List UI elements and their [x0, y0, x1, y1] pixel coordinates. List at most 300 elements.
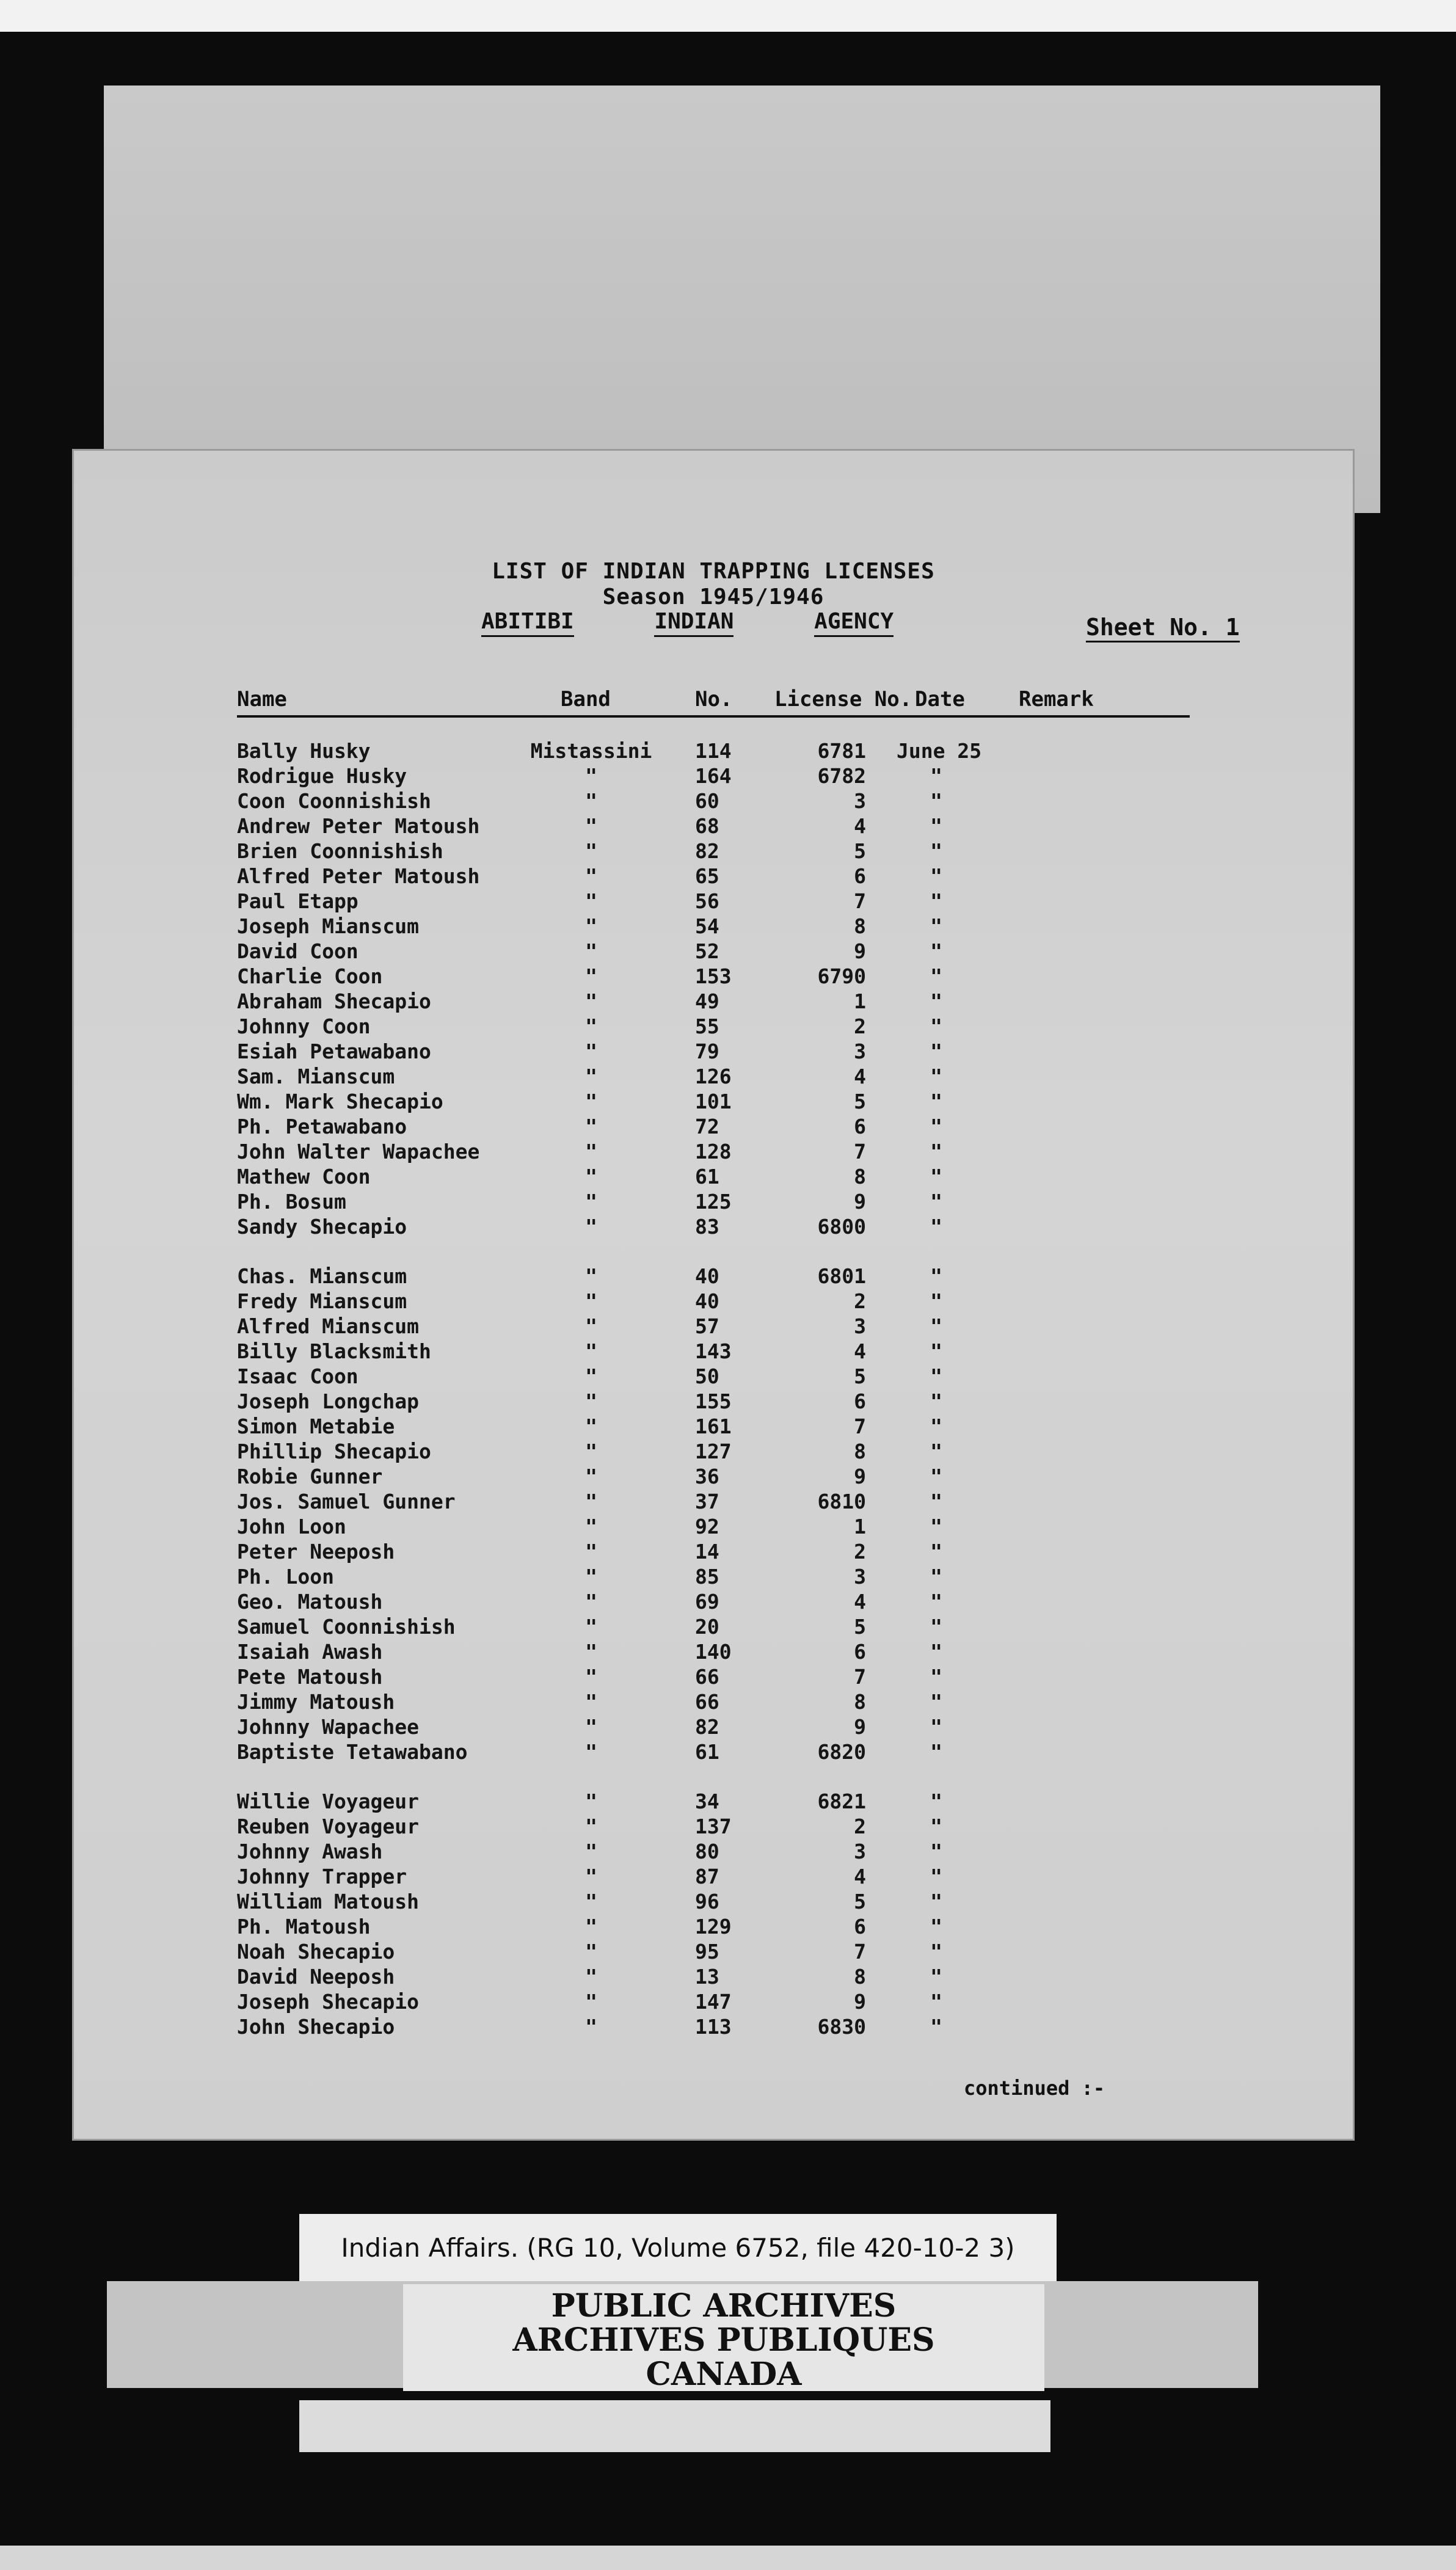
cell-name: Paul Etapp — [237, 889, 359, 913]
cell-date: " — [930, 1540, 942, 1563]
cell-band: " — [585, 1090, 597, 1113]
cell-band: " — [585, 1414, 597, 1438]
table-row — [237, 1339, 1190, 1364]
cell-no: 125 — [695, 1190, 732, 1214]
cell-no: 61 — [695, 1165, 719, 1189]
cell-license: 8 — [854, 1440, 866, 1463]
cell-no: 101 — [695, 1090, 732, 1113]
cell-no: 40 — [695, 1289, 719, 1313]
table-row — [237, 1515, 1190, 1540]
header-license: License No. — [774, 687, 912, 712]
cell-band: " — [585, 2015, 597, 2039]
cell-license: 1 — [854, 989, 866, 1013]
cell-no: 52 — [695, 939, 719, 963]
cell-band: Mistassini — [530, 739, 652, 763]
cell-date: " — [930, 1165, 942, 1189]
cell-license: 7 — [854, 889, 866, 913]
table-row — [237, 1014, 1190, 1039]
stamp-line-1: PUBLIC ARCHIVES — [551, 2287, 897, 2324]
cell-band: " — [585, 914, 597, 938]
cell-name: Pete Matoush — [237, 1665, 383, 1689]
cell-band: " — [585, 1740, 597, 1764]
cell-no: 114 — [695, 739, 732, 763]
cell-license: 5 — [854, 839, 866, 863]
cell-name: Peter Neeposh — [237, 1540, 395, 1563]
cell-name: Ph. Matoush — [237, 1915, 371, 1938]
cell-no: 96 — [695, 1890, 719, 1913]
cell-name: David Neeposh — [237, 1965, 395, 1989]
cell-band: " — [585, 1565, 597, 1589]
cell-name: Mathew Coon — [237, 1165, 371, 1189]
cell-date: " — [930, 814, 942, 838]
cell-name: Rodrigue Husky — [237, 764, 407, 788]
cell-license: 9 — [854, 1715, 866, 1739]
cell-band: " — [585, 989, 597, 1013]
table-row — [237, 1440, 1190, 1465]
archive-reference-label: Indian Affairs. (RG 10, Volume 6752, file 420-10-2 3) — [299, 2214, 1057, 2281]
cell-no: 14 — [695, 1540, 719, 1563]
cell-no: 66 — [695, 1690, 719, 1714]
cell-no: 127 — [695, 1440, 732, 1463]
cell-no: 37 — [695, 1490, 719, 1513]
table-row — [237, 1915, 1190, 1940]
cell-no: 113 — [695, 2015, 732, 2039]
cell-date: " — [930, 1364, 942, 1388]
cell-license: 4 — [854, 1590, 866, 1614]
table-row — [237, 1465, 1190, 1490]
cell-band: " — [585, 1965, 597, 1989]
cell-license: 6810 — [817, 1490, 866, 1513]
table-row — [237, 1490, 1190, 1515]
header-name: Name — [237, 687, 287, 712]
cell-date: " — [930, 789, 942, 813]
cell-no: 72 — [695, 1115, 719, 1138]
cell-license: 8 — [854, 914, 866, 938]
table-row — [237, 1740, 1190, 1765]
table-row — [237, 1615, 1190, 1640]
cell-date: " — [930, 1339, 942, 1363]
cell-date: " — [930, 1665, 942, 1689]
cell-band: " — [585, 1990, 597, 2014]
cell-no: 79 — [695, 1039, 719, 1063]
cell-date: " — [930, 1039, 942, 1063]
cell-no: 69 — [695, 1590, 719, 1614]
cell-date: " — [930, 914, 942, 938]
cell-date: " — [930, 864, 942, 888]
cell-license: 6 — [854, 1640, 866, 1664]
cell-band: " — [585, 1940, 597, 1964]
cell-no: 126 — [695, 1065, 732, 1088]
cell-date: " — [930, 1465, 942, 1488]
cell-name: Andrew Peter Matoush — [237, 814, 480, 838]
cell-license: 8 — [854, 1690, 866, 1714]
table-row — [237, 1115, 1190, 1140]
cell-name: Coon Coonnishish — [237, 789, 431, 813]
cell-name: Johnny Coon — [237, 1014, 371, 1038]
table-row — [237, 1789, 1190, 1815]
cell-no: 60 — [695, 789, 719, 813]
cell-date: " — [930, 1215, 942, 1239]
table-row — [237, 1289, 1190, 1314]
header-date: Date — [915, 687, 965, 712]
cell-date: " — [930, 764, 942, 788]
cell-no: 85 — [695, 1565, 719, 1589]
cell-name: John Walter Wapachee — [237, 1140, 480, 1163]
cell-name: Robie Gunner — [237, 1465, 383, 1488]
table-row — [237, 1965, 1190, 1990]
cell-name: Joseph Mianscum — [237, 914, 420, 938]
cell-license: 7 — [854, 1414, 866, 1438]
cell-name: Johnny Wapachee — [237, 1715, 420, 1739]
table-row — [237, 1590, 1190, 1615]
table-row — [237, 1364, 1190, 1389]
cell-band: " — [585, 1314, 597, 1338]
cell-name: Samuel Coonnishish — [237, 1615, 456, 1639]
cell-name: Isaiah Awash — [237, 1640, 383, 1664]
cell-date: " — [930, 964, 942, 988]
cell-band: " — [585, 1165, 597, 1189]
header-band: Band — [561, 687, 611, 712]
cell-date: " — [930, 1490, 942, 1513]
cell-name: Sandy Shecapio — [237, 1215, 407, 1239]
cell-band: " — [585, 1865, 597, 1888]
cell-band: " — [585, 789, 597, 813]
archive-lower-strip — [299, 2400, 1050, 2452]
cell-band: " — [585, 1915, 597, 1938]
table-row — [237, 1389, 1190, 1414]
cell-band: " — [585, 889, 597, 913]
agency-word-3: AGENCY — [814, 609, 894, 637]
cell-band: " — [585, 1289, 597, 1313]
cell-date: " — [930, 1615, 942, 1639]
cell-band: " — [585, 864, 597, 888]
cell-name: Johnny Awash — [237, 1840, 383, 1863]
cell-band: " — [585, 1014, 597, 1038]
table-row — [237, 739, 1190, 764]
cell-date: " — [930, 1264, 942, 1288]
cell-name: Charlie Coon — [237, 964, 383, 988]
cell-name: Ph. Petawabano — [237, 1115, 407, 1138]
agency-word-1: ABITIBI — [481, 609, 574, 637]
cell-license: 1 — [854, 1515, 866, 1538]
cell-date: " — [930, 1690, 942, 1714]
cell-date: " — [930, 2015, 942, 2039]
cell-date: " — [930, 1140, 942, 1163]
cell-license: 2 — [854, 1289, 866, 1313]
cell-name: Geo. Matoush — [237, 1590, 383, 1614]
agency-word-2: INDIAN — [654, 609, 733, 637]
cell-no: 68 — [695, 814, 719, 838]
cell-name: Bally Husky — [237, 739, 371, 763]
table-row — [237, 814, 1190, 839]
cell-no: 50 — [695, 1364, 719, 1388]
cell-no: 143 — [695, 1339, 732, 1363]
cell-license: 6800 — [817, 1215, 866, 1239]
cell-license: 6820 — [817, 1740, 866, 1764]
cell-band: " — [585, 1590, 597, 1614]
cell-no: 137 — [695, 1815, 732, 1838]
cell-name: Joseph Shecapio — [237, 1990, 420, 2014]
table-row — [237, 1565, 1190, 1590]
stamp-line-3: CANADA — [646, 2356, 802, 2393]
document-title: LIST OF INDIAN TRAPPING LICENSES — [492, 559, 935, 584]
cell-date: " — [930, 1990, 942, 2014]
cell-date: " — [930, 1715, 942, 1739]
cell-license: 3 — [854, 1314, 866, 1338]
cell-date: " — [930, 1940, 942, 1964]
cell-no: 65 — [695, 864, 719, 888]
cell-name: Wm. Mark Shecapio — [237, 1090, 443, 1113]
table-row — [237, 789, 1190, 814]
film-bottom-edge — [0, 2546, 1456, 2570]
table-row — [237, 1215, 1190, 1240]
table-row — [237, 1840, 1190, 1865]
cell-date: " — [930, 1190, 942, 1214]
cell-name: Esiah Petawabano — [237, 1039, 431, 1063]
cell-no: 49 — [695, 989, 719, 1013]
table-row — [237, 1990, 1190, 2015]
table-row — [237, 1690, 1190, 1715]
cell-band: " — [585, 1039, 597, 1063]
cell-band: " — [585, 1465, 597, 1488]
cell-no: 128 — [695, 1140, 732, 1163]
cell-no: 80 — [695, 1840, 719, 1863]
cell-band: " — [585, 839, 597, 863]
cell-license: 6 — [854, 864, 866, 888]
table-row — [237, 1815, 1190, 1840]
sheet-number: Sheet No. 1 — [1086, 614, 1240, 642]
cell-license: 6821 — [817, 1789, 866, 1813]
cell-license: 2 — [854, 1815, 866, 1838]
cell-no: 95 — [695, 1940, 719, 1964]
table-row — [237, 1065, 1190, 1090]
document-season: Season 1945/1946 — [602, 584, 824, 610]
cell-date: " — [930, 1590, 942, 1614]
cell-name: Phillip Shecapio — [237, 1440, 431, 1463]
table-row — [237, 1190, 1190, 1215]
cell-name: Alfred Mianscum — [237, 1314, 420, 1338]
table-row — [237, 2015, 1190, 2040]
table-row — [237, 1414, 1190, 1440]
table-row — [237, 914, 1190, 939]
cell-name: Noah Shecapio — [237, 1940, 395, 1964]
cell-no: 147 — [695, 1990, 732, 2014]
cell-band: " — [585, 1364, 597, 1388]
cell-license: 9 — [854, 1990, 866, 2014]
cell-date: " — [930, 1815, 942, 1838]
cell-license: 6830 — [817, 2015, 866, 2039]
cell-license: 3 — [854, 789, 866, 813]
cell-license: 9 — [854, 939, 866, 963]
cell-name: Alfred Peter Matoush — [237, 864, 480, 888]
cell-license: 3 — [854, 1840, 866, 1863]
document-page — [72, 449, 1355, 2141]
cell-band: " — [585, 1815, 597, 1838]
cell-name: Fredy Mianscum — [237, 1289, 407, 1313]
cell-no: 82 — [695, 1715, 719, 1739]
cell-license: 7 — [854, 1665, 866, 1689]
cell-no: 129 — [695, 1915, 732, 1938]
cell-date: " — [930, 1865, 942, 1888]
stamp-line-2: ARCHIVES PUBLIQUES — [512, 2321, 935, 2359]
cell-band: " — [585, 764, 597, 788]
cell-date: " — [930, 1289, 942, 1313]
cell-no: 13 — [695, 1965, 719, 1989]
cell-date: " — [930, 1090, 942, 1113]
table-row — [237, 1165, 1190, 1190]
table-row — [237, 1540, 1190, 1565]
cell-name: John Shecapio — [237, 2015, 395, 2039]
continued-note: continued :- — [964, 2077, 1105, 2100]
cell-license: 9 — [854, 1465, 866, 1488]
cell-name: Abraham Shecapio — [237, 989, 431, 1013]
cell-band: " — [585, 1665, 597, 1689]
cell-date: " — [930, 1740, 942, 1764]
cell-name: Simon Metabie — [237, 1414, 395, 1438]
cell-license: 6 — [854, 1389, 866, 1413]
cell-band: " — [585, 1065, 597, 1088]
cell-license: 8 — [854, 1965, 866, 1989]
cell-band: " — [585, 1389, 597, 1413]
cell-license: 9 — [854, 1190, 866, 1214]
table-row — [237, 964, 1190, 989]
cell-date: " — [930, 1565, 942, 1589]
cell-name: Ph. Loon — [237, 1565, 334, 1589]
cell-band: " — [585, 1715, 597, 1739]
cell-no: 83 — [695, 1215, 719, 1239]
cell-license: 4 — [854, 1339, 866, 1363]
cell-no: 20 — [695, 1615, 719, 1639]
cell-license: 6782 — [817, 764, 866, 788]
film-top-edge — [0, 0, 1456, 32]
license-table-body — [237, 739, 1190, 2040]
cell-name: Ph. Bosum — [237, 1190, 346, 1214]
cell-license: 5 — [854, 1364, 866, 1388]
header-no: No. — [695, 687, 733, 712]
cell-band: " — [585, 1840, 597, 1863]
cell-no: 82 — [695, 839, 719, 863]
cell-band: " — [585, 1890, 597, 1913]
cell-date: " — [930, 839, 942, 863]
table-row — [237, 1665, 1190, 1690]
cell-no: 153 — [695, 964, 732, 988]
cell-license: 7 — [854, 1140, 866, 1163]
cell-name: Sam. Mianscum — [237, 1065, 395, 1088]
cell-band: " — [585, 939, 597, 963]
cell-name: John Loon — [237, 1515, 346, 1538]
table-row — [237, 1039, 1190, 1065]
cell-name: Jimmy Matoush — [237, 1690, 395, 1714]
cell-band: " — [585, 1440, 597, 1463]
cell-band: " — [585, 1640, 597, 1664]
cell-date: " — [930, 1840, 942, 1863]
cell-name: Billy Blacksmith — [237, 1339, 431, 1363]
table-row — [237, 889, 1190, 914]
cell-license: 3 — [854, 1039, 866, 1063]
cell-date: " — [930, 1640, 942, 1664]
cell-band: " — [585, 1339, 597, 1363]
cell-license: 8 — [854, 1165, 866, 1189]
cell-license: 2 — [854, 1540, 866, 1563]
cell-name: Brien Coonnishish — [237, 839, 443, 863]
cell-name: Willie Voyageur — [237, 1789, 420, 1813]
agency-line — [481, 609, 894, 637]
cell-no: 164 — [695, 764, 732, 788]
cell-license: 6801 — [817, 1264, 866, 1288]
cell-no: 66 — [695, 1665, 719, 1689]
cell-band: " — [585, 1490, 597, 1513]
cell-date: " — [930, 1014, 942, 1038]
cell-no: 55 — [695, 1014, 719, 1038]
cell-band: " — [585, 1615, 597, 1639]
cell-date: " — [930, 1965, 942, 1989]
cell-band: " — [585, 1515, 597, 1538]
cell-license: 6 — [854, 1915, 866, 1938]
table-row — [237, 1940, 1190, 1965]
cell-date: " — [930, 1065, 942, 1088]
cell-name: Isaac Coon — [237, 1364, 359, 1388]
cell-no: 34 — [695, 1789, 719, 1813]
cell-license: 6790 — [817, 964, 866, 988]
cell-no: 56 — [695, 889, 719, 913]
cell-license: 6781 — [817, 739, 866, 763]
cell-license: 4 — [854, 1065, 866, 1088]
cell-no: 36 — [695, 1465, 719, 1488]
cell-date: " — [930, 1515, 942, 1538]
cell-date: " — [930, 1890, 942, 1913]
cell-name: Chas. Mianscum — [237, 1264, 407, 1288]
cell-date: " — [930, 1789, 942, 1813]
cell-no: 87 — [695, 1865, 719, 1888]
cell-license: 5 — [854, 1890, 866, 1913]
cell-name: Reuben Voyageur — [237, 1815, 420, 1838]
cell-no: 155 — [695, 1389, 732, 1413]
cell-license: 5 — [854, 1615, 866, 1639]
table-row — [237, 1640, 1190, 1665]
cell-license: 4 — [854, 1865, 866, 1888]
cell-band: " — [585, 1690, 597, 1714]
cell-name: David Coon — [237, 939, 359, 963]
table-row — [237, 764, 1190, 789]
cell-name: Joseph Longchap — [237, 1389, 420, 1413]
cell-license: 5 — [854, 1090, 866, 1113]
cell-band: " — [585, 1264, 597, 1288]
table-row — [237, 989, 1190, 1014]
cell-name: William Matoush — [237, 1890, 420, 1913]
cell-no: 161 — [695, 1414, 732, 1438]
cell-no: 54 — [695, 914, 719, 938]
cell-license: 7 — [854, 1940, 866, 1964]
cell-band: " — [585, 1789, 597, 1813]
cell-license: 3 — [854, 1565, 866, 1589]
cell-band: " — [585, 1215, 597, 1239]
cell-name: Baptiste Tetawabano — [237, 1740, 468, 1764]
table-row — [237, 1715, 1190, 1740]
cell-date: " — [930, 1440, 942, 1463]
cell-no: 92 — [695, 1515, 719, 1538]
table-row — [237, 864, 1190, 889]
cell-band: " — [585, 1115, 597, 1138]
cell-band: " — [585, 1540, 597, 1563]
cell-license: 2 — [854, 1014, 866, 1038]
table-row — [237, 1140, 1190, 1165]
cell-band: " — [585, 964, 597, 988]
table-row — [237, 839, 1190, 864]
cell-band: " — [585, 1140, 597, 1163]
table-header — [237, 687, 1190, 718]
cell-no: 61 — [695, 1740, 719, 1764]
cell-date: " — [930, 1414, 942, 1438]
